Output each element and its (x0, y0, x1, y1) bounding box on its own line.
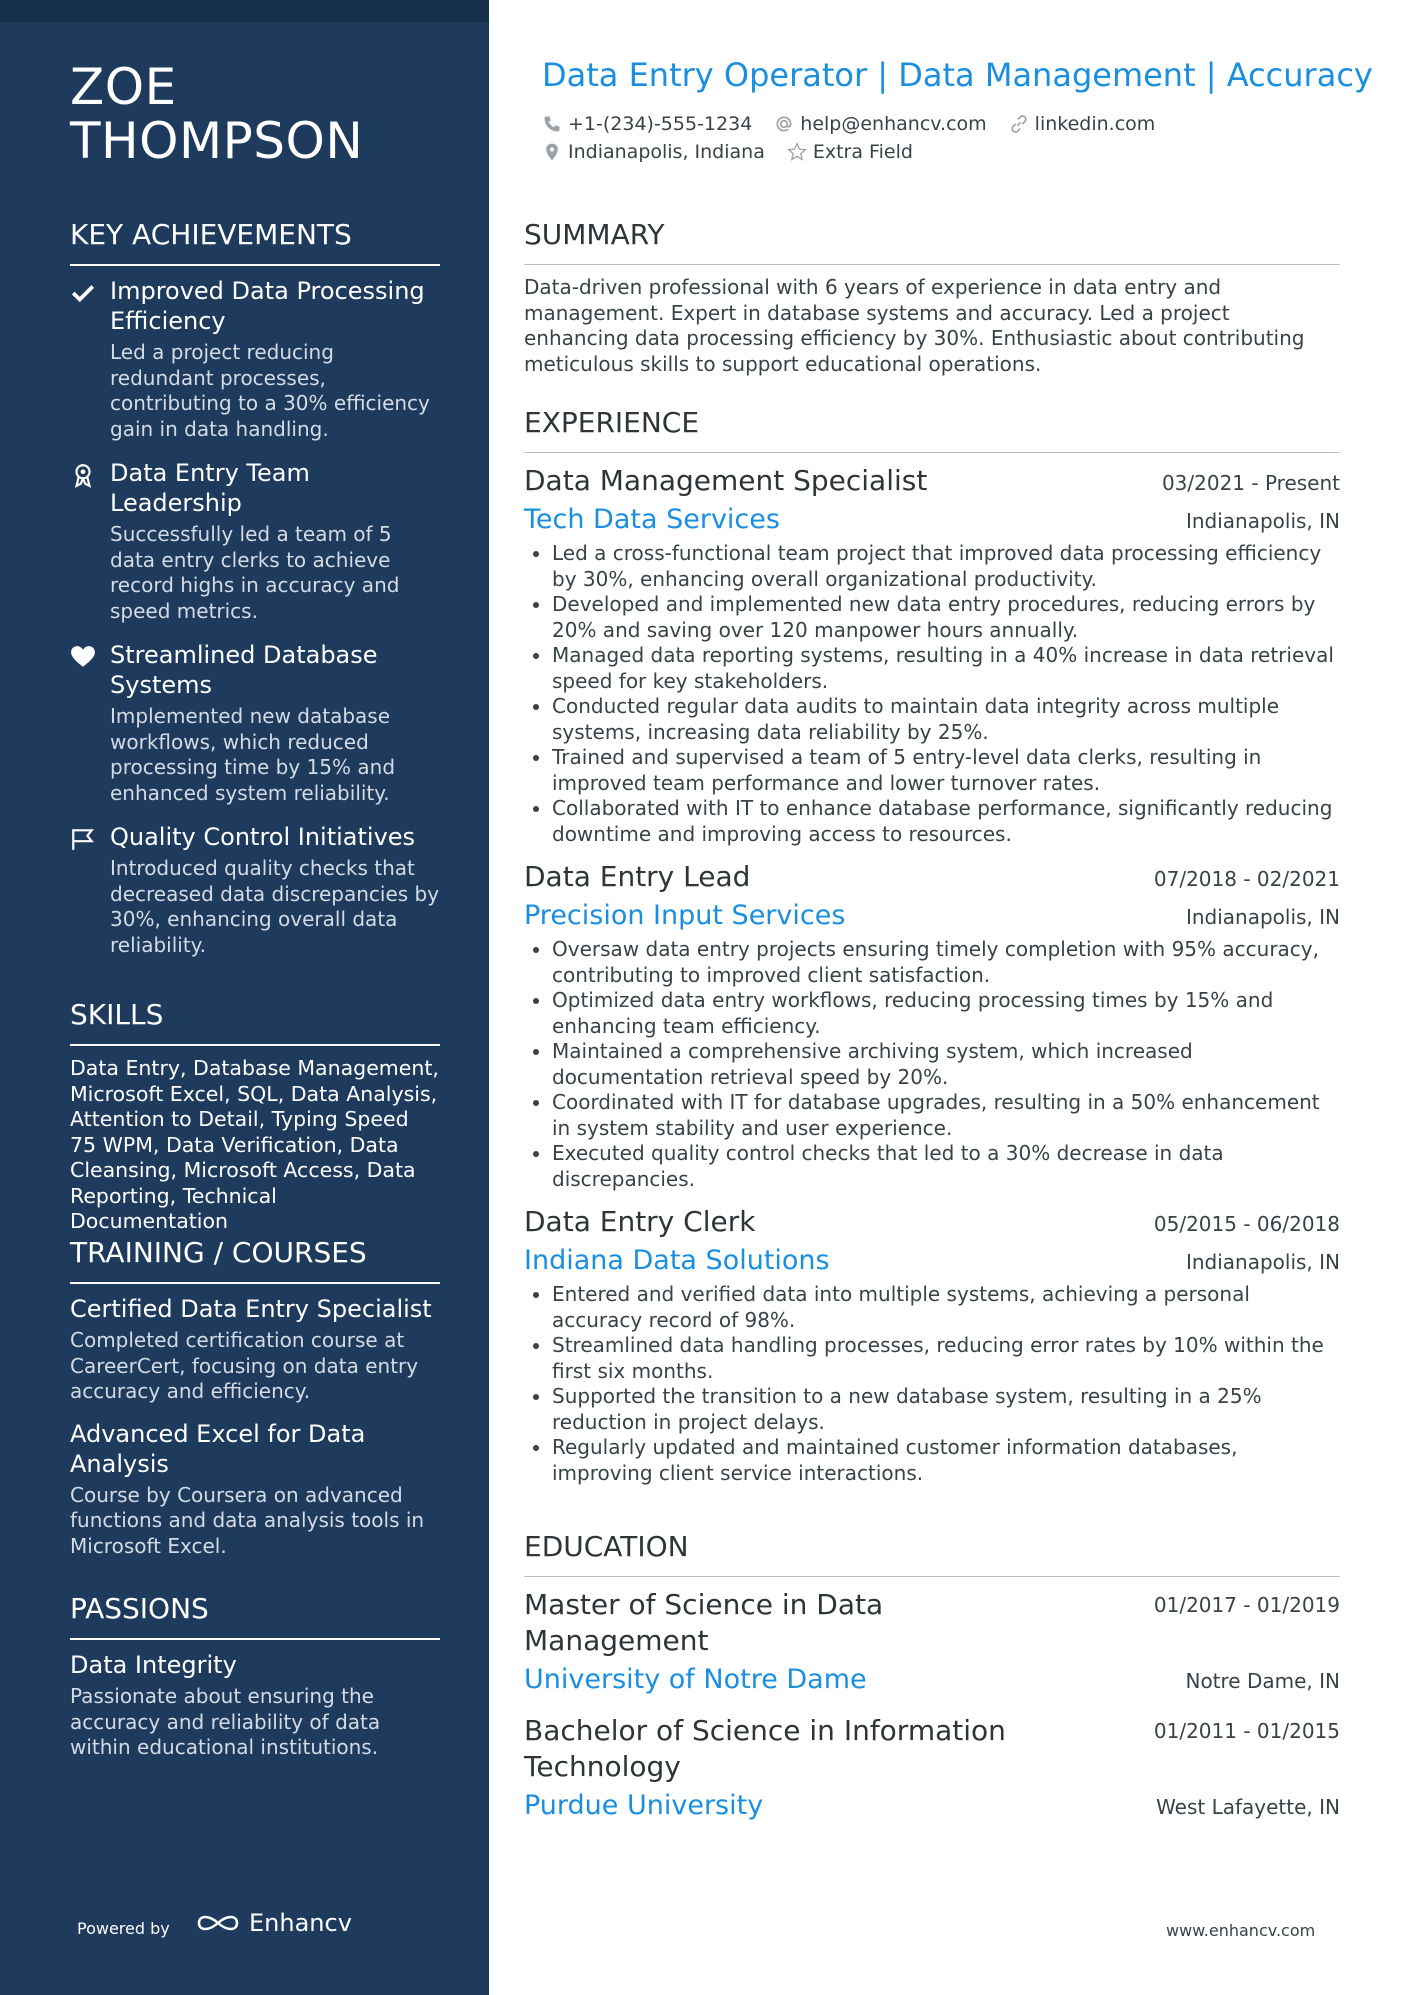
job-entry (524, 463, 1340, 847)
email-contact[interactable] (774, 113, 986, 135)
location-text: Indianapolis, Indiana (568, 141, 765, 163)
job-bullet: • Supported the transition to a new database system, resulting in a 25% reduction in project delays. (552, 1384, 1340, 1435)
course-title: Advanced Excel for Data Analysis (70, 1419, 366, 1478)
job-entry (524, 1204, 1340, 1486)
school-name: Purdue University (524, 1790, 764, 1821)
job-title: Data Management Specialist (524, 464, 928, 497)
education-dates: 01/2017 - 01/2019 (1153, 1593, 1340, 1617)
email-text: help@enhancv.com (800, 113, 987, 135)
job-bullet: • Coordinated with IT for database upgrades, resulting in a 50% enhancement in system stability and user experience. (552, 1090, 1340, 1141)
job-title: Data Entry Clerk (524, 1205, 756, 1238)
checkmark-icon (70, 280, 96, 306)
location-pin-icon (542, 142, 562, 162)
achievement-desc: Introduced quality checks that decreased data discrepancies by 30%, enhancing overall data reliability. (110, 856, 440, 957)
job-bullet: • Regularly updated and maintained customer information databases, improving client service interactions. (552, 1435, 1340, 1486)
education-heading: EDUCATION (524, 1530, 1340, 1577)
job-bullet: • Streamlined data handling processes, reducing error rates by 10% within the first six months. (552, 1333, 1340, 1384)
summary-section (524, 218, 1340, 377)
achievement-item (70, 276, 440, 442)
education-dates: 01/2011 - 01/2015 (1153, 1719, 1340, 1743)
school-location: West Lafayette, IN (1156, 1795, 1340, 1819)
achievement-desc: Implemented new database workflows, which reduced processing time by 15% and enhanced system reliability. (110, 704, 396, 805)
job-company: Indiana Data Solutions (524, 1245, 830, 1276)
phone-contact[interactable] (542, 113, 752, 135)
passions-section (70, 1592, 440, 1775)
sidebar (0, 0, 489, 1995)
at-icon (774, 114, 794, 134)
achievement-title: Streamlined Database Systems (110, 641, 378, 699)
degree-title: Bachelor of Science in Information Technology (524, 1714, 1006, 1783)
education-list (524, 1587, 1340, 1823)
job-bullets (524, 541, 1340, 847)
powered-by-label: Powered by (77, 1919, 170, 1938)
achievement-item (70, 640, 440, 806)
passion-desc: Passionate about ensuring the accuracy and reliability of data within educational institutions. (70, 1684, 381, 1759)
job-title: Data Entry Lead (524, 860, 751, 893)
flag-icon (70, 826, 96, 852)
job-dates: 05/2015 - 06/2018 (1153, 1212, 1340, 1236)
course-item (70, 1294, 440, 1405)
achievement-item (70, 822, 440, 958)
job-dates: 03/2021 - Present (1161, 471, 1340, 495)
website-footer[interactable]: www.enhancv.com (1166, 1921, 1316, 1940)
education-section (524, 1530, 1340, 1839)
course-item (70, 1419, 440, 1560)
experience-list (524, 463, 1340, 1486)
job-bullet: • Led a cross-functional team project that improved data processing efficiency by 30%, enhancing overall organizational productivity. (552, 541, 1340, 592)
contact-info (542, 110, 1155, 166)
skills-list: Data Entry, Database Management, Microsoft Excel, SQL, Data Analysis, Attention to Detail, Typing Speed 75 WPM, Data Verification, Data Cleansing, Microsoft Access, Data Reporting, Technical Documentation (70, 1056, 439, 1233)
link-text: linkedin.com (1034, 113, 1156, 135)
job-location: Indianapolis, IN (1185, 1250, 1340, 1274)
course-desc: Completed certification course at CareerCert, focusing on data entry accuracy and efficiency. (70, 1328, 419, 1403)
phone-icon (542, 114, 562, 134)
degree-title: Master of Science in Data Management (524, 1588, 884, 1657)
job-bullet: • Conducted regular data audits to maintain data integrity across multiple systems, increasing data reliability by 25%. (552, 694, 1340, 745)
skills-heading: SKILLS (70, 998, 440, 1046)
award-ribbon-icon (70, 462, 96, 488)
job-entry (524, 859, 1340, 1192)
sidebar-top-strip (0, 0, 489, 22)
star-icon (787, 142, 807, 162)
passion-item (70, 1650, 440, 1761)
heart-icon (70, 644, 96, 670)
course-title: Certified Data Entry Specialist (70, 1295, 432, 1323)
phone-text: +1-(234)-555-1234 (568, 113, 753, 135)
passion-title: Data Integrity (70, 1651, 237, 1679)
education-entry (524, 1587, 1340, 1697)
job-dates: 07/2018 - 02/2021 (1153, 867, 1340, 891)
experience-section (524, 406, 1340, 1498)
job-company: Precision Input Services (524, 900, 846, 931)
job-bullet: • Optimized data entry workflows, reducing processing times by 15% and enhancing team efficiency. (552, 988, 1340, 1039)
education-entry (524, 1713, 1340, 1823)
school-name: University of Notre Dame (524, 1664, 867, 1695)
job-bullet: • Trained and supervised a team of 5 entry-level data clerks, resulting in improved team performance and lower turnover rates. (552, 745, 1340, 796)
headline: Data Entry Operator | Data Management | Accuracy (542, 56, 1373, 94)
job-bullet: • Managed data reporting systems, resulting in a 40% increase in data retrieval speed for key stakeholders. (552, 643, 1340, 694)
extra-field-text: Extra Field (812, 141, 913, 163)
brand-name: Enhancv (249, 1909, 352, 1937)
achievement-item (70, 458, 440, 624)
course-desc: Course by Coursera on advanced functions and data analysis tools in Microsoft Excel. (70, 1482, 425, 1558)
achievement-desc: Successfully led a team of 5 data entry clerks to achieve record highs in accuracy and speed metrics. (110, 522, 400, 623)
job-location: Indianapolis, IN (1185, 509, 1340, 533)
job-bullet: • Executed quality control checks that led to a 30% decrease in data discrepancies. (552, 1141, 1340, 1192)
link-icon (1009, 114, 1029, 134)
job-bullet: • Oversaw data entry projects ensuring timely completion with 95% accuracy, contributing to improved client satisfaction. (552, 937, 1340, 988)
passions-heading: PASSIONS (70, 1592, 440, 1640)
summary-heading: SUMMARY (524, 218, 1340, 265)
achievement-title: Improved Data Processing Efficiency (110, 277, 425, 335)
job-company: Tech Data Services (524, 504, 780, 535)
training-section (70, 1236, 440, 1573)
job-bullet: • Maintained a comprehensive archiving system, which increased documentation retrieval speed by 20%. (552, 1039, 1340, 1090)
candidate-name (70, 60, 363, 168)
achievement-desc: Led a project reducing redundant processes, contributing to a 30% efficiency gain in data handling. (110, 340, 430, 441)
enhancv-logo-icon (195, 1911, 241, 1935)
achievements-section (70, 218, 440, 974)
location-contact (542, 141, 765, 163)
experience-heading: EXPERIENCE (524, 406, 1340, 453)
job-bullet: • Collaborated with IT to enhance database performance, significantly reducing downtime and improving access to resources. (552, 796, 1340, 847)
last-name: THOMPSON (70, 112, 364, 170)
achievements-heading: KEY ACHIEVEMENTS (70, 218, 440, 266)
job-bullet: • Entered and verified data into multiple systems, achieving a personal accuracy record of 98%. (552, 1282, 1340, 1333)
job-bullets (524, 1282, 1340, 1486)
linkedin-contact[interactable] (1009, 113, 1156, 135)
job-bullets (524, 937, 1340, 1192)
job-location: Indianapolis, IN (1185, 905, 1340, 929)
first-name: ZOE (70, 58, 177, 116)
school-location: Notre Dame, IN (1185, 1669, 1340, 1693)
skills-section (70, 998, 440, 1235)
achievement-title: Data Entry Team Leadership (110, 459, 310, 517)
achievement-title: Quality Control Initiatives (110, 823, 416, 851)
training-heading: TRAINING / COURSES (70, 1236, 440, 1284)
extra-field-contact (787, 141, 913, 163)
summary-text: Data-driven professional with 6 years of experience in data entry and management. Expert in database systems and accuracy. Led a project enhancing data processing efficiency by 30%. Enthusiastic about contributing meticulous skills to support educational operations. (524, 275, 1305, 376)
job-bullet: • Developed and implemented new data entry procedures, reducing errors by 20% and saving over 120 manpower hours annually. (552, 592, 1340, 643)
enhancv-logo[interactable] (195, 1909, 352, 1937)
